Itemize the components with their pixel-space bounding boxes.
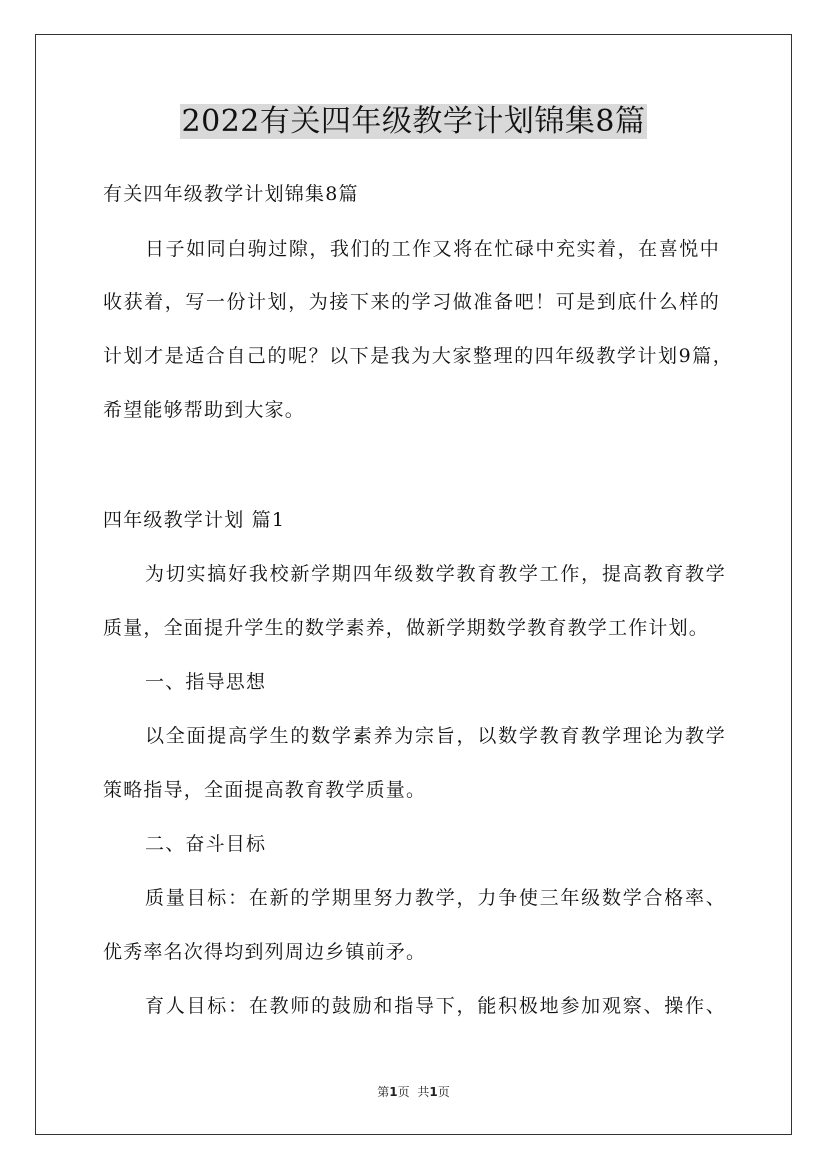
education-goal-line-1: 育人目标：在教师的鼓励和指导下，能积极地参加观察、操作、 <box>145 995 726 1017</box>
title-text: 2022有关四年级教学计划锦集8篇 <box>181 104 646 139</box>
intro-line-4: 希望能够帮助到大家。 <box>103 399 306 421</box>
guiding-line-1: 以全面提高学生的数学素养为宗旨，以数学教育教学理论为教学 <box>145 725 726 747</box>
heading-guiding-ideology: 一、指导思想 <box>145 671 267 693</box>
footer-page-prefix: 第 <box>377 1085 390 1099</box>
document-title <box>0 100 827 144</box>
intro-line-1: 日子如同白驹过隙，我们的工作又将在忙碌中充实着，在喜悦中 <box>145 238 720 260</box>
quality-goal-line-1: 质量目标：在新的学期里努力教学，力争使三年级数学合格率、 <box>145 887 726 909</box>
document-subtitle: 有关四年级教学计划锦集8篇 <box>103 183 359 205</box>
footer-page-number: 1 <box>389 1085 398 1099</box>
heading-goals: 二、奋斗目标 <box>145 833 267 855</box>
footer-page-suffix: 页 <box>397 1085 410 1099</box>
page-footer <box>0 1083 827 1101</box>
intro-line-2: 收获着，写一份计划，为接下来的学习做准备吧！可是到底什么样的 <box>103 291 720 313</box>
footer-total-number: 1 <box>429 1085 438 1099</box>
section-heading: 四年级教学计划 篇1 <box>103 509 286 531</box>
footer-total-suffix: 页 <box>437 1085 450 1099</box>
footer-total-prefix: 共 <box>417 1085 430 1099</box>
section1-para-line-1: 为切实搞好我校新学期四年级数学教育教学工作，提高教育教学 <box>145 563 726 585</box>
section1-para-line-2: 质量，全面提升学生的数学素养，做新学期数学教育教学工作计划。 <box>103 617 710 639</box>
guiding-line-2: 策略指导，全面提高教育教学质量。 <box>103 779 427 801</box>
intro-line-3: 计划才是适合自己的呢？以下是我为大家整理的四年级教学计划9篇， <box>103 345 733 367</box>
quality-goal-line-2: 优秀率名次得均到列周边乡镇前矛。 <box>103 941 427 963</box>
